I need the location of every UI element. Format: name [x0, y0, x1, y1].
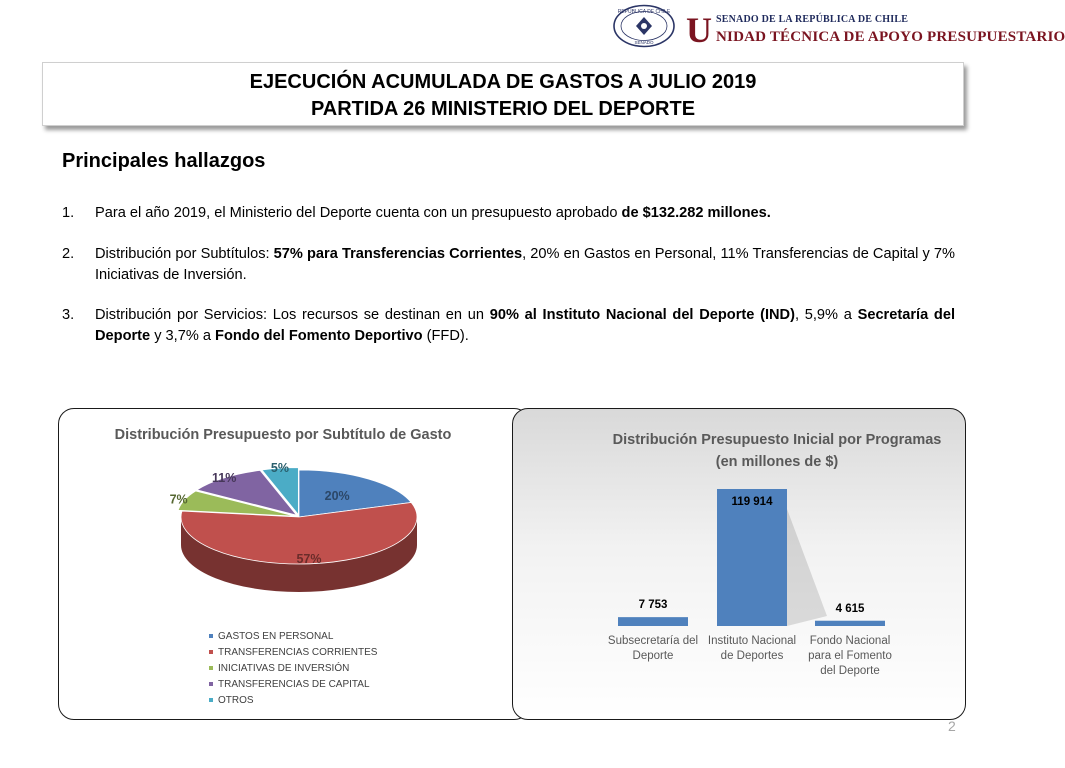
pie-data-label: 20% — [324, 489, 350, 504]
bar — [618, 617, 688, 626]
legend-swatch — [209, 698, 213, 702]
bar-category-label — [605, 634, 701, 664]
finding-text: , 5,9% a — [794, 307, 858, 323]
finding-number: 1. — [62, 205, 75, 221]
bar-data-label: 119 914 — [731, 496, 773, 508]
legend-swatch — [209, 634, 213, 638]
bar-category-line: de Deportes — [720, 650, 784, 662]
pie-legend-label: TRANSFERENCIAS DE CAPITAL — [218, 679, 370, 690]
finding-item — [62, 305, 955, 347]
org-initial: U — [686, 10, 712, 50]
finding-text: y 3,7% a — [150, 328, 216, 344]
pie-data-label: 5% — [270, 461, 289, 476]
bar-category-label — [704, 634, 800, 664]
finding-number: 2. — [62, 246, 75, 262]
finding-text: Para el año 2019, el Ministerio del Deporte cuenta con un presupuesto aprobado — [95, 205, 622, 221]
bar-category-line: Instituto Nacional — [707, 635, 797, 647]
pie-data-label: 11% — [212, 470, 237, 485]
bar-category-line: para el Fomento — [808, 650, 892, 662]
bar-category-line: Fondo Nacional — [809, 635, 891, 647]
bar-category-line: Deporte — [632, 650, 674, 662]
title-box — [42, 62, 964, 126]
pie-legend-item — [209, 647, 377, 658]
findings-heading: Principales hallazgos — [62, 150, 266, 172]
finding-number: 3. — [62, 307, 75, 323]
finding-item — [62, 203, 955, 224]
bar-category-label — [802, 634, 898, 679]
bar-chart-panel — [512, 408, 966, 720]
page-number: 2 — [948, 718, 956, 734]
bar-category-line: Subsecretaría del — [607, 635, 699, 647]
bar-data-label: 7 753 — [638, 599, 668, 612]
org-unit-name: NIDAD TÉCNICA DE APOYO PRESUPUESTARIO — [716, 29, 1065, 45]
finding-text: Distribución por Subtítulos: — [95, 246, 274, 262]
title-line-1: EJECUCIÓN ACUMULADA DE GASTOS A JULIO 2019 — [249, 71, 757, 93]
pie-legend-label: INICIATIVAS DE INVERSIÓN — [218, 663, 350, 674]
bar-chart-subtitle: (en millones de $) — [715, 454, 839, 470]
title-line-2: PARTIDA 26 MINISTERIO DEL DEPORTE — [310, 98, 696, 120]
bar — [717, 489, 787, 626]
finding-text: , 20% en Gastos en Personal, 11% Transferencias de Capital y 7% Iniciativas de Inversión. — [95, 246, 956, 283]
pie-legend-label: TRANSFERENCIAS CORRIENTES — [218, 647, 378, 658]
bar — [815, 621, 885, 626]
pie-legend-item — [209, 695, 254, 706]
pie-data-label: 7% — [169, 492, 188, 507]
seal-text-top: REPÚBLICA DE CHILE — [617, 9, 671, 15]
finding-bold-text: 57% para Transferencias Corrientes — [273, 246, 523, 262]
org-line-senate: SENADO DE LA REPÚBLICA DE CHILE — [716, 14, 909, 25]
finding-bold-text: 90% al Instituto Nacional del Deporte (IND) — [489, 307, 795, 323]
pie-chart-panel — [58, 408, 530, 720]
bar-category-line: del Deporte — [820, 665, 880, 677]
pie-legend-label: GASTOS EN PERSONAL — [218, 631, 334, 642]
pie-data-label: 57% — [296, 552, 322, 567]
bar-data-label: 4 615 — [835, 602, 865, 615]
finding-item — [62, 244, 955, 286]
finding-text: (FFD). — [422, 328, 469, 344]
pie-legend-label: OTROS — [218, 695, 254, 706]
pie-chart-title: Distribución Presupuesto por Subtítulo de Gasto — [114, 427, 452, 443]
pie-legend-item — [209, 631, 333, 642]
finding-text: Distribución por Servicios: Los recursos se destinan en un — [95, 307, 490, 323]
finding-bold-text: Secretaría del Deporte — [95, 307, 955, 344]
legend-swatch — [209, 682, 213, 686]
senado-seal-logo — [612, 4, 676, 48]
seal-text-bottom: SENADO — [634, 40, 654, 45]
bar-chart-title-line: Distribución Presupuesto Inicial por Programas — [612, 432, 942, 448]
legend-swatch — [209, 650, 213, 654]
legend-swatch — [209, 666, 213, 670]
pie-legend-item — [209, 663, 349, 674]
pie-legend-item — [209, 679, 370, 690]
finding-bold-text: Fondo del Fomento Deportivo — [215, 328, 423, 344]
finding-bold-text: de $132.282 millones. — [621, 205, 771, 221]
